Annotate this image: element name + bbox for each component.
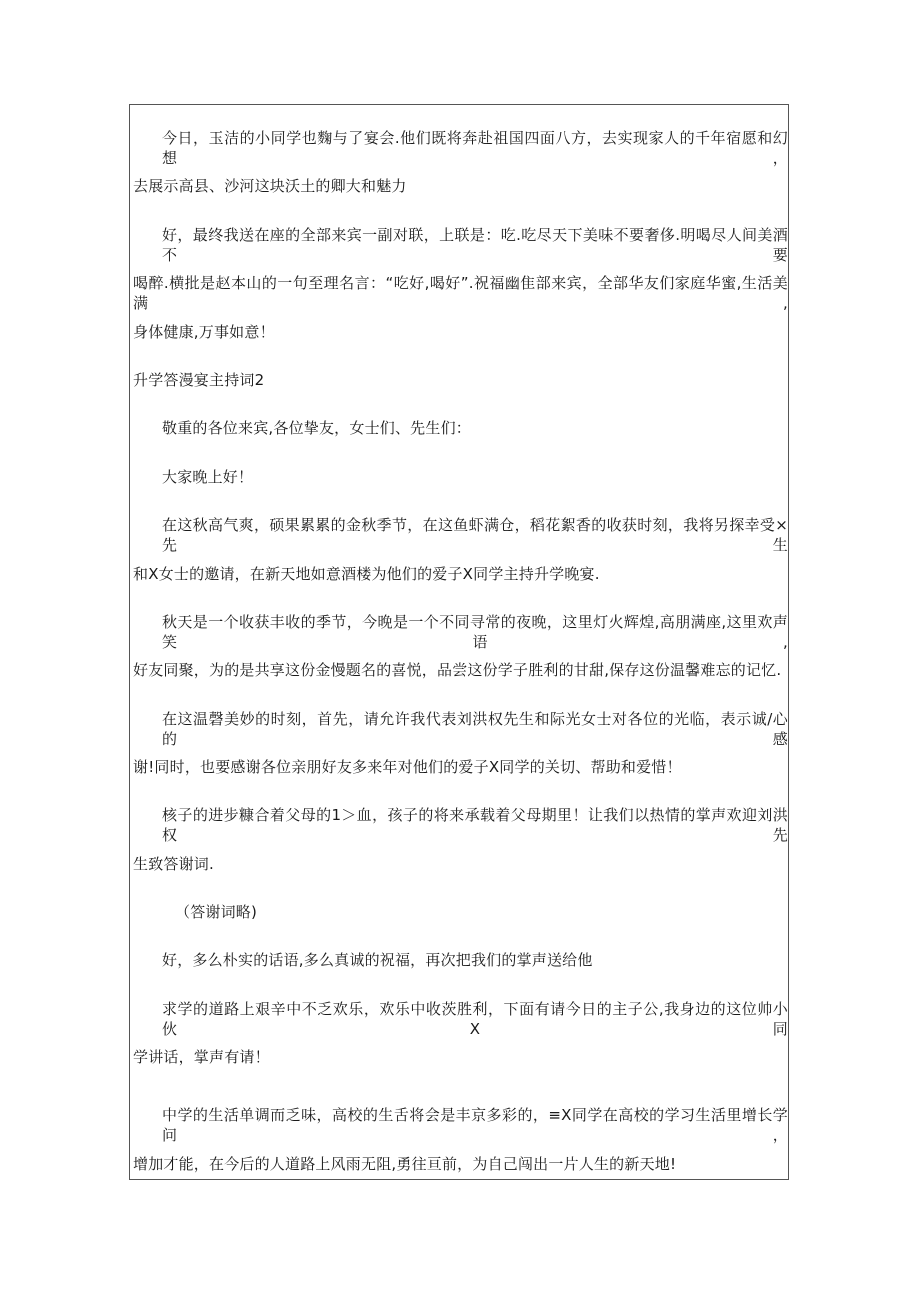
paragraph-9-line-1: 中学的生活单调而乏味，高校的生舌将会是丰京多彩的，≡X同学在高校的学习生活里增长学问， (162, 1106, 788, 1144)
paragraph-1-line-1: 今日，玉洁的小同学也麴与了宴会.他们既将奔赴祖国四面八方，去实现家人的千年宿愿和幻想， (162, 129, 788, 167)
paragraph-7: 好，多么朴实的话语,多么真诚的祝福，再次把我们的掌声送给他 (162, 951, 593, 969)
paragraph-3-line-2: 和X女士的邀请，在新天地如意酒楼为他们的爱子X同学主持升学晚宴. (133, 565, 600, 583)
section-heading: 升学答漫宴主持词2 (133, 371, 265, 389)
paragraph-8-line-1: 求学的道路上艰辛中不乏欢乐，欢乐中收茨胜利，下面有请今日的主子公,我身边的这位帅小伙X同 (162, 1000, 788, 1038)
paragraph-6-line-2: 生致答谢词. (133, 855, 214, 873)
paragraph-thanks-omitted: （答谢词略) (175, 903, 258, 921)
paragraph-5-line-2: 谢!同时，也要感谢各位亲朋好友多来年对他们的爱子X同学的关切、帮助和爱惜！ (133, 758, 682, 776)
paragraph-2-line-2: 喝醉.横批是赵本山的一句至理名言：“吃好,喝好”.祝福幽隹部来宾，全部华友们家庭华蜜,生活美满, (133, 274, 788, 312)
paragraph-good-evening: 大家晚上好！ (162, 468, 254, 486)
paragraph-6-line-1: 核子的进步糠合着父母的1＞血，孩子的将来承载着父母期里！让我们以热情的掌声欢迎刘洪权先 (162, 806, 788, 844)
paragraph-1-line-2: 去展示高县、沙河这块沃土的卿大和魅力 (133, 177, 407, 195)
paragraph-4-line-2: 好友同聚，为的是共享这份金慢题名的喜悦，品尝这份学子胜利的甘甜,保存这份温馨难忘的记忆. (133, 661, 782, 679)
paragraph-5-line-1: 在这温磬美妙的时刻，首先，请允许我代表刘洪权先生和际光女士对各位的光临，表示诚/心的感 (162, 710, 788, 748)
paragraph-3-line-1: 在这秋高气爽，硕果累累的金秋季节，在这鱼虾满仓，稻花絮香的收获时刻，我将另探幸受×先生 (162, 516, 788, 554)
paragraph-9-line-2: 增加才能，在今后的人道路上风雨无阻,勇往亘前，为自己闯出一片人生的新天地! (133, 1155, 677, 1173)
paragraph-8-line-2: 学讲话，掌声有请！ (133, 1048, 270, 1066)
paragraph-4-line-1: 秋天是一个收获丰收的季节，今晚是一个不同寻常的夜晚，这里灯火辉煌,高朋满座,这里欢声笑语, (162, 613, 788, 651)
paragraph-greeting: 敬重的各位来宾,各位挚友，女士们、先生们： (162, 419, 471, 437)
paragraph-2-line-1: 好，最终我送在座的全部来宾一副对联，上联是：吃.吃尽天下美味不要奢侈.明喝尽人间美酒不要 (162, 226, 788, 264)
paragraph-2-line-3: 身体健康,万事如意！ (133, 323, 275, 341)
